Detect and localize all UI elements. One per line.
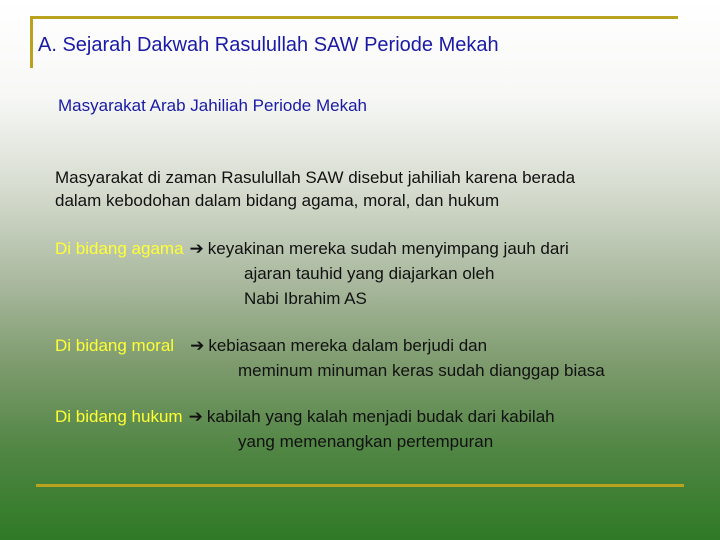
point-agama [55, 236, 569, 261]
intro-paragraph [55, 166, 575, 212]
point-text: ajaran tauhid yang diajarkan oleh [244, 264, 495, 283]
point-hukum [55, 404, 555, 429]
title-frame-top-line [30, 16, 678, 19]
arrow-right-icon: ➔ [189, 239, 204, 258]
bottom-divider [36, 484, 684, 487]
slide-title: A. Sejarah Dakwah Rasulullah SAW Periode Mekah [38, 34, 499, 56]
title-frame-left-line [30, 16, 33, 68]
point-text: yang memenangkan pertempuran [238, 432, 494, 451]
point-text: meminum minuman keras sudah dianggap biasa [238, 361, 605, 380]
point-label: Di bidang hukum [55, 407, 183, 426]
point-label: Di bidang agama [55, 239, 184, 258]
intro-line: dalam kebodohan dalam bidang agama, moral, dan hukum [55, 191, 500, 210]
arrow-right-icon: ➔ [190, 336, 205, 355]
point-moral-continuation [238, 358, 605, 383]
point-text: kebiasaan mereka dalam berjudi dan [208, 336, 488, 355]
point-label: Di bidang moral [55, 336, 175, 355]
slide-subtitle: Masyarakat Arab Jahiliah Periode Mekah [58, 96, 367, 115]
point-text: Nabi Ibrahim AS [244, 289, 367, 308]
point-agama-continuation [244, 261, 494, 311]
point-moral [55, 333, 487, 358]
point-hukum-continuation [238, 429, 493, 454]
point-text: keyakinan mereka sudah menyimpang jauh dari [207, 239, 569, 258]
intro-line: Masyarakat di zaman Rasulullah SAW disebut jahiliah karena berada [55, 168, 576, 187]
point-text: kabilah yang kalah menjadi budak dari kabilah [206, 407, 555, 426]
arrow-right-icon: ➔ [188, 407, 203, 426]
